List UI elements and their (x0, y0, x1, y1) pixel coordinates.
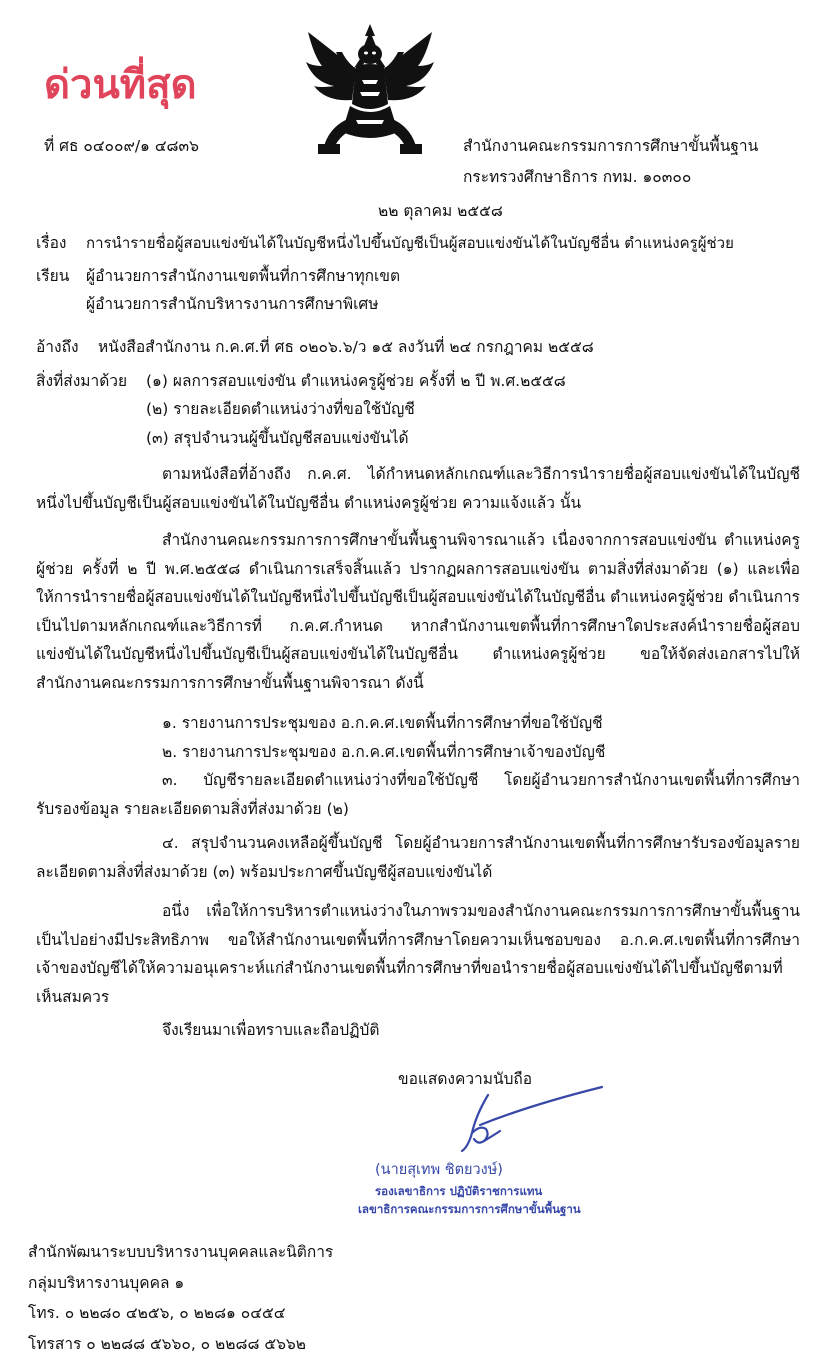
document-number: ที่ ศธ ๐๔๐๐๙/๑ ๔๘๓๖ (44, 137, 199, 155)
footer-office: สำนักพัฒนาระบบบริหารงานบุคคลและนิติการ (28, 1243, 334, 1261)
enclosures-label: สิ่งที่ส่งมาด้วย (36, 372, 128, 390)
garuda-emblem-icon (300, 22, 440, 157)
closing-sentence: จึงเรียนมาเพื่อทราบและถือปฏิบัติ (162, 1021, 380, 1039)
footer-phone: โทร. ๐ ๒๒๘๐ ๔๒๕๖, ๐ ๒๒๘๑ ๐๔๕๔ (28, 1304, 286, 1322)
footer-group: กลุ่มบริหารงานบุคคล ๑ (28, 1274, 185, 1292)
urgency-stamp: ด่วนที่สุด (44, 61, 197, 108)
requirement-item-2: ๒. รายงานการประชุมของ อ.ก.ค.ศ.เขตพื้นที่การศึกษาเจ้าของบัญชี (162, 743, 606, 761)
reference-label: อ้างถึง (36, 338, 79, 356)
signatory-title-1: รองเลขาธิการ ปฏิบัติราชการแทน (375, 1184, 543, 1198)
body-paragraph-1: ตามหนังสือที่อ้างถึง ก.ค.ศ. ได้กำหนดหลักเกณฑ์และวิธีการนำรายชื่อผู้สอบแข่งขันได้ในบัญชีหนึ่งไปขึ้นบัญชีเป็นผู้สอบแข่งขันได้ในบัญชีอื่น ตำแหน่งครูผู้ช่วย ความแจ้งแล้ว นั้น (36, 465, 800, 512)
requirement-item-4: ๔. สรุปจำนวนคงเหลือผู้ขึ้นบัญชี โดยผู้อำนวยการสำนักงานเขตพื้นที่การศึกษารับรองข้อมูลรายละเอียดตามสิ่งที่ส่งมาด้วย (๓) พร้อมประกาศขึ้นบัญชีผู้สอบแข่งขันได้ (36, 834, 800, 881)
body-paragraph-2: สำนักงานคณะกรรมการการศึกษาขั้นพื้นฐานพิจารณาแล้ว เนื่องจากการสอบแข่งขัน ตำแหน่งครูผู้ช่วย ครั้งที่ ๒ ปี พ.ศ.๒๕๕๘ ดำเนินการเสร็จสิ้นแล้ว ปรากฏผลการสอบแข่งขัน ตามสิ่งที่ส่งมาด้วย (๑) และเพื่อให้การนำรายชื่อผู้สอบแข่งขันได้ในบัญชีหนึ่งไปขึ้นบัญชีเป็นผู้สอบแข่งขันได้ในบัญชีอื่น ตำแหน่งครูผู้ช่วย ดำเนินการเป็นไปตามหลักเกณฑ์และวิธีการที่ ก.ค.ศ.กำหนด หากสำนักงานเขตพื้นที่การศึกษาใดประสงค์นำรายชื่อผู้สอบแข่งขันได้ในบัญชีหนึ่งไปขึ้นบัญชีเป็นผู้สอบแข่งขันได้ในบัญชีอื่น ตำแหน่งครูผู้ช่วย ขอให้จัดส่งเอกสารไปให้สำนักงานคณะกรรมการการศึกษาขั้นพื้นฐานพิจารณา ดังนี้ (36, 531, 800, 692)
footer-fax: โทรสาร ๐ ๒๒๘๘ ๕๖๖๐, ๐ ๒๒๘๘ ๕๖๖๒ (28, 1335, 306, 1353)
requirement-item-1: ๑. รายงานการประชุมของ อ.ก.ค.ศ.เขตพื้นที่การศึกษาที่ขอใช้บัญชี (162, 714, 603, 732)
requirement-item-3: ๓. บัญชีรายละเอียดตำแหน่งว่างที่ขอใช้บัญชี โดยผู้อำนวยการสำนักงานเขตพื้นที่การศึกษารับรองข้อมูล รายละเอียดตามสิ่งที่ส่งมาด้วย (๒) (36, 771, 800, 818)
addressee-line-1: ผู้อำนวยการสำนักงานเขตพื้นที่การศึกษาทุกเขต (86, 267, 401, 285)
regards: ขอแสดงความนับถือ (398, 1070, 533, 1088)
signatory-title-2: เลขาธิการคณะกรรมการการศึกษาขั้นพื้นฐาน (358, 1202, 581, 1216)
enclosure-item: (๓) สรุปจำนวนผู้ขึ้นบัญชีสอบแข่งขันได้ (146, 429, 409, 447)
subject-label: เรื่อง (36, 234, 67, 252)
signature-icon (450, 1085, 610, 1155)
reference-text: หนังสือสำนักงาน ก.ค.ศ.ที่ ศธ ๐๒๐๖.๖/ว ๑๕ ลงวันที่ ๒๔ กรกฎาคม ๒๕๕๘ (98, 338, 594, 356)
subject-text: การนำรายชื่อผู้สอบแข่งขันได้ในบัญชีหนึ่งไปขึ้นบัญชีเป็นผู้สอบแข่งขันได้ในบัญชีอื่น ตำแหน่งครูผู้ช่วย (86, 234, 734, 252)
body-paragraph-3: อนึ่ง เพื่อให้การบริหารตำแหน่งว่างในภาพรวมของสำนักงานคณะกรรมการการศึกษาขั้นพื้นฐานเป็นไปอย่างมีประสิทธิภาพ ขอให้สำนักงานเขตพื้นที่การศึกษาโดยความเห็นชอบของ อ.ก.ค.ศ.เขตพื้นที่การศึกษาเจ้าของบัญชีได้ให้ความอนุเคราะห์แก่สำนักงานเขตพื้นที่การศึกษาที่ขอนำรายชื่อผู้สอบแข่งขันได้ไปขึ้นบัญชีตามที่เห็นสมควร (36, 902, 800, 1006)
enclosure-item: (๑) ผลการสอบแข่งขัน ตำแหน่งครูผู้ช่วย ครั้งที่ ๒ ปี พ.ศ.๒๕๕๘ (146, 372, 566, 390)
issuer-office: สำนักงานคณะกรรมการการศึกษาขั้นพื้นฐาน (463, 137, 759, 155)
document-date: ๒๒ ตุลาคม ๒๕๕๘ (378, 202, 503, 220)
signatory-name: (นายสุเทพ ชิตยวงษ์) (375, 1162, 503, 1178)
addressee-line-2: ผู้อำนวยการสำนักบริหารงานการศึกษาพิเศษ (86, 295, 379, 313)
addressee-label: เรียน (36, 267, 70, 285)
issuer-address: กระทรวงศึกษาธิการ กทม. ๑๐๓๐๐ (463, 168, 692, 186)
enclosure-item: (๒) รายละเอียดตำแหน่งว่างที่ขอใช้บัญชี (146, 400, 415, 418)
